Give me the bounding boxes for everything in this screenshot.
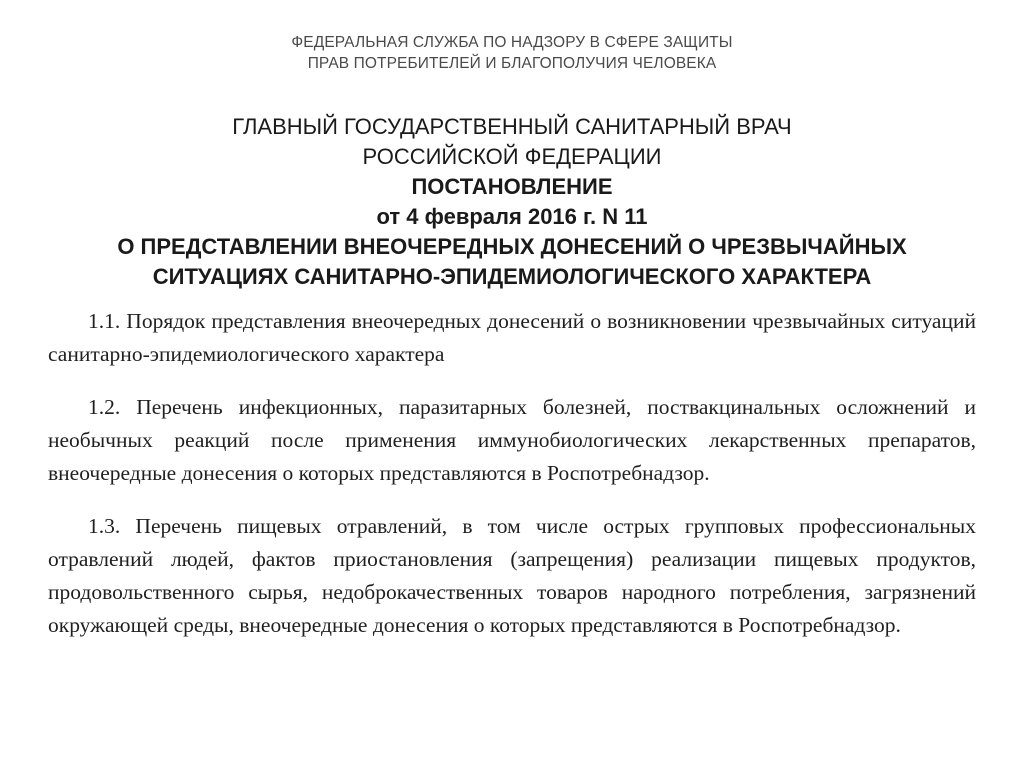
agency-line-1: ФЕДЕРАЛЬНАЯ СЛУЖБА ПО НАДЗОРУ В СФЕРЕ ЗАЩИТЫ: [291, 34, 733, 51]
document-heading: [40, 112, 984, 292]
document-date-number: от 4 февраля 2016 г. N 11: [376, 204, 648, 229]
paragraph-1-2: 1.2. Перечень инфекционных, паразитарных болезней, поствакцинальных осложнений и необычных реакций после применения иммунобиологических лекарственных препаратов, внеочередные донесения о которых представляются в Роспотребнадзор.: [48, 395, 976, 485]
document-type: ПОСТАНОВЛЕНИЕ: [411, 174, 613, 199]
paragraph-1-3: 1.3. Перечень пищевых отравлений, в том числе острых групповых профессиональных отравлений людей, фактов приостановления (запрещения) реализации пищевых продуктов, продовольственного сырья, недоброкачественных товаров народного потребления, загрязнений окружающей среды, внеочередные донесения о которых представляются в Роспотребнадзор.: [48, 514, 976, 637]
agency-header: [0, 32, 1024, 74]
document-title-line-1: О ПРЕДСТАВЛЕНИИ ВНЕОЧЕРЕДНЫХ ДОНЕСЕНИЙ О ЧРЕЗВЫЧАЙНЫХ: [117, 234, 907, 259]
official-title-line-2: РОССИЙСКОЙ ФЕДЕРАЦИИ: [362, 144, 662, 169]
official-title-line-1: ГЛАВНЫЙ ГОСУДАРСТВЕННЫЙ САНИТАРНЫЙ ВРАЧ: [232, 114, 792, 139]
document-title-line-2: СИТУАЦИЯХ САНИТАРНО-ЭПИДЕМИОЛОГИЧЕСКОГО ХАРАКТЕРА: [152, 264, 872, 289]
document-body: [48, 305, 976, 662]
agency-line-2: ПРАВ ПОТРЕБИТЕЛЕЙ И БЛАГОПОЛУЧИЯ ЧЕЛОВЕКА: [307, 55, 717, 72]
paragraph-1-1: 1.1. Порядок представления внеочередных донесений о возникновении чрезвычайных ситуаций санитарно-эпидемиологического характера: [48, 309, 976, 366]
